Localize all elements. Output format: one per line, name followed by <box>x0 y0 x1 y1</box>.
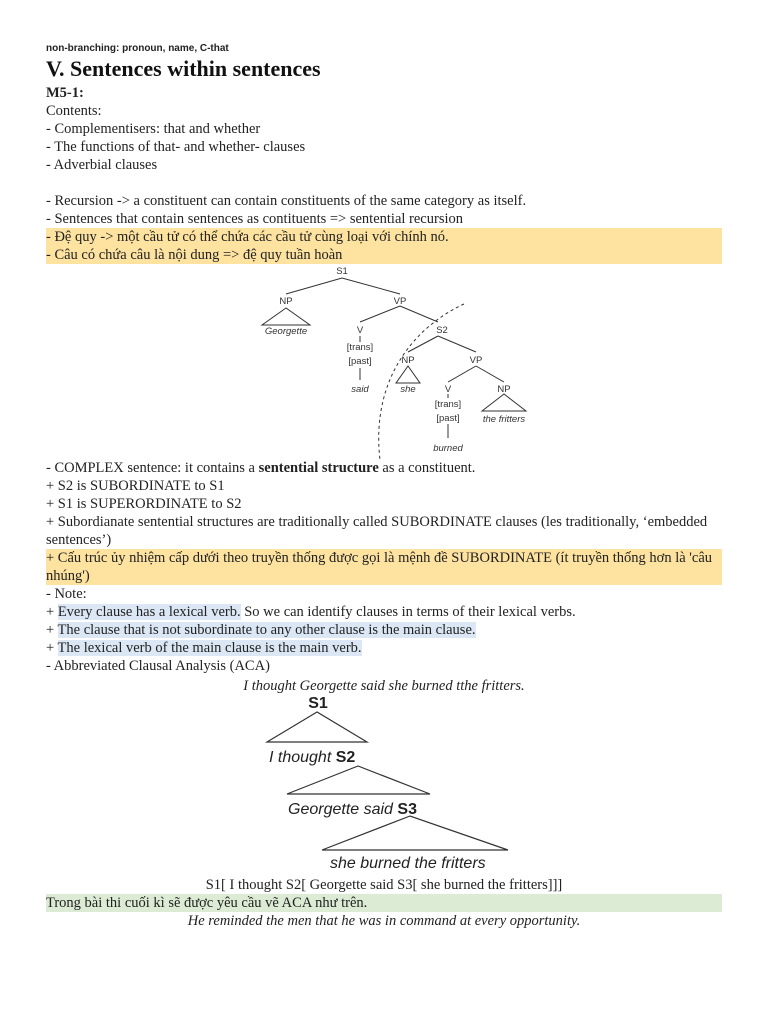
subordinate-clauses-line: + Subordianate sentential structures are traditionally called SUBORDINATE clauses (les traditionally, ‘embedded sentences’) <box>46 514 708 548</box>
complex-sentence-definition: - COMPLEX sentence: it contains a sentential structure as a constituent. <box>46 460 476 476</box>
aca-level-3: she burned the fritters <box>330 855 486 872</box>
bracketed-analysis: S1[ I thought S2[ Georgette said S3[ she burned the fritters]]] <box>205 877 563 893</box>
tree-node-vp: VP <box>393 296 407 307</box>
tree-leaf-said: said <box>351 384 369 395</box>
tree-node-np: NP <box>279 296 293 307</box>
aca-heading: - Abbreviated Clausal Analysis (ACA) <box>46 658 270 674</box>
tree-leaf-fritters: the fritters <box>482 414 526 425</box>
tree-feature-past: [past] <box>348 356 372 367</box>
sentential-recursion: - Sentences that contain sentences as contituents => sentential recursion <box>46 211 463 227</box>
contents-item: - Adverbial clauses <box>46 157 158 173</box>
contents-item: - Complementisers: that and whether <box>46 121 261 137</box>
recursion-vn-1: - Đệ quy -> một cầu tử có thể chứa các cầu tử cùng loại với chính nó. <box>46 228 722 246</box>
superordinate-line: + S1 is SUPERORDINATE to S2 <box>46 496 242 512</box>
tree-node-np2: NP <box>401 355 415 366</box>
tree-leaf-she: she <box>400 384 416 395</box>
note-item-3: + The lexical verb of the main clause is the main verb. <box>46 640 362 656</box>
tree-node-s1: S1 <box>336 266 348 277</box>
contents-heading: Contents: <box>46 103 102 119</box>
tree-node-np3: NP <box>497 384 511 395</box>
example-sentence-1: I thought Georgette said she burned tthe fritters. <box>243 678 525 694</box>
aca-level-1: I thought S2 <box>269 749 356 766</box>
syntax-tree-diagram <box>250 264 540 460</box>
tree-leaf-burned: burned <box>433 443 463 454</box>
tree-feature-trans: [trans] <box>346 342 374 353</box>
example-sentence-2: He reminded the men that he was in command at every opportunity. <box>187 913 581 929</box>
tree-node-vp2: VP <box>469 355 483 366</box>
recursion-vn-2: - Câu có chứa câu là nội dung => đệ quy tuần hoàn <box>46 246 722 264</box>
subordinate-vn-line: + Cấu trúc ủy nhiệm cấp dưới theo truyền thống được gọi là mệnh đề SUBORDINATE (ít truyền thống hơn là 'câu nhúng') <box>46 549 722 585</box>
note-heading: - Note: <box>46 586 87 602</box>
tree-leaf-georgette: Georgette <box>264 326 308 337</box>
note-item-1: + Every clause has a lexical verb. So we can identify clauses in terms of their lexical verbs. <box>46 604 576 620</box>
aca-tree-diagram <box>240 692 530 874</box>
page-title: V. Sentences within sentences <box>46 56 321 81</box>
section-code: M5-1: <box>46 85 84 101</box>
exam-note: Trong bài thi cuối kì sẽ được yêu cầu vẽ ACA như trên. <box>46 894 722 912</box>
tree-node-v: V <box>356 325 364 336</box>
header-note: non-branching: pronoun, name, C-that <box>46 43 229 54</box>
tree-node-v2: V <box>444 384 452 395</box>
contents-item: - The functions of that- and whether- clauses <box>46 139 306 155</box>
subordinate-line: + S2 is SUBORDINATE to S1 <box>46 478 225 494</box>
note-item-2: + The clause that is not subordinate to any other clause is the main clause. <box>46 622 476 638</box>
aca-s1: S1 <box>308 695 328 712</box>
tree-feature-trans2: [trans] <box>434 399 462 410</box>
tree-node-s2: S2 <box>436 325 448 336</box>
aca-level-2: Georgette said S3 <box>288 801 417 818</box>
tree-feature-past2: [past] <box>436 413 460 424</box>
recursion-definition: - Recursion -> a constituent can contain constituents of the same category as itself. <box>46 193 527 209</box>
